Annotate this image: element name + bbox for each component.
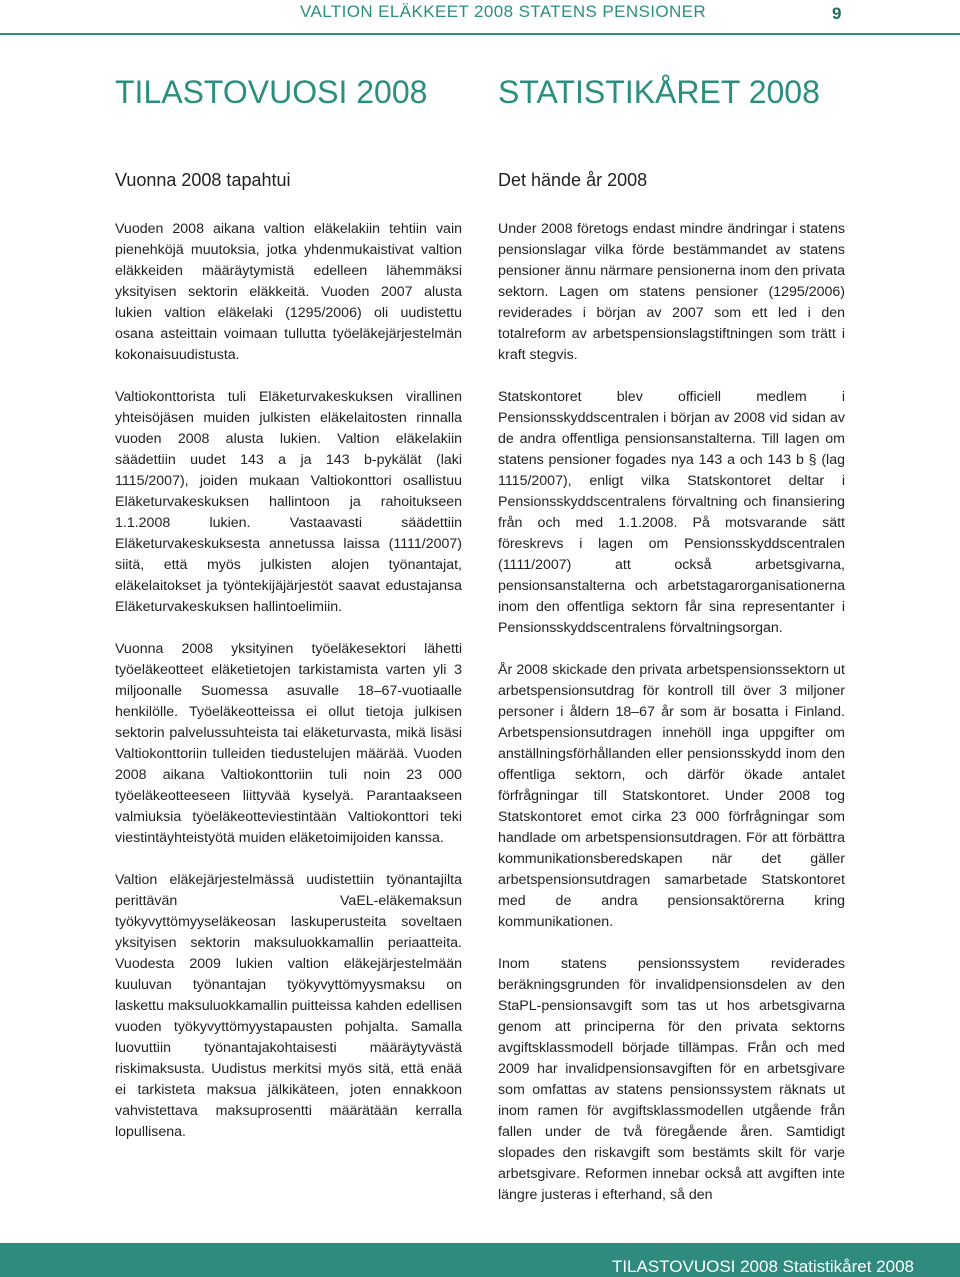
page-title-swedish: STATISTIKÅRET 2008 xyxy=(498,74,820,110)
paragraph: Valtion eläkejärjestelmässä uudistettiin työnantajilta perittävän VaEL-eläkemaksun työkyvyttömyyseläkeosan laskuperusteita soveltaen yksityisen sektorin maksuluokkamallin periaatteita. Vuodesta 2009 lukien valtion eläkejärjestelmään kuuluvan työnantajan työkyvyttömyysmaksu on laskettu maksuluokkamallin puitteissa kahden edellisen vuoden työkyvyttömyystapausten pohjalta. Samalla luovuttiin työnantajakohtaisesti määräytyvästä riskimaksusta. Uudistus merkitsi myös sitä, että enää ei tarkisteta maksua jälkikäteen, joten ennakkoon vahvistettava maksuprosentti määrätään kerralla lopullisena. xyxy=(115,872,462,1140)
paragraph: Statskontoret blev officiell medlem i Pensionsskyddscentralen i början av 2008 vid sidan av de andra offentliga pensionsanstalterna. Till lagen om statens pensioner fogades nya 143 a och 143 b § (lag 1115/2007), enligt vilka Statskontoret deltar i Pensionsskyddscentralens förvaltning och finansiering från och med 1.1.2008. På motsvarande sätt föreskrevs i lagen om Pensionsskyddscentralen (1111/2007) att också arbetsgivarna, pensionsanstalterna och arbetstagarorganisationerna inom den offentliga sektorn får sina representanter i Pensionsskyddscentralens förvaltningsorgan. xyxy=(498,389,845,636)
paragraph: Vuoden 2008 aikana valtion eläkelakiin tehtiin vain pienehköjä muutoksia, jotka yhdenmukaistivat valtion eläkkeiden määräytymistä edelleen lähemmäksi yksityisen sektorin eläkkeitä. Vuoden 2007 alusta lukien valtion eläkelaki (1295/2006) oli uudistettu osana asteittain voimaan tullutta työeläkejärjestelmän kokonaisuudistusta. xyxy=(115,221,462,363)
swedish-column xyxy=(498,170,845,1227)
page-title-finnish: TILASTOVUOSI 2008 xyxy=(115,74,428,110)
paragraph: Valtiokonttorista tuli Eläketurvakeskuksen virallinen yhteisöjäsen muiden julkisten eläkelaitosten rinnalla vuoden 2008 alusta lukien. Valtion eläkelakiin säädettiin uudet 143 a ja 143 b-pykälät (laki 1115/2007), joiden mukaan Valtiokonttori osallistuu Eläketurvakeskuksen hallintoon ja rahoitukseen 1.1.2008 lukien. Vastaavasti säädettiin Eläketurvakeskuksesta annetussa laissa (1111/2007) siitä, että myös julkisten alojen työnantajat, eläkelaitokset ja työntekijäjärjestöt saavat edustajansa Eläketurvakeskuksen hallintoelimiin. xyxy=(115,389,462,615)
paragraph: Inom statens pensionssystem reviderades beräkningsgrunden för invalidpensionsdelen av den StaPL-pensionsavgift som tas ut hos arbetsgivarna genom att principerna för den privata sektorns avgiftsklassmodell började tillämpas. Från och med 2009 har invalidpensionsavgiften för en arbetsgivare som omfattas av statens pensionssystem räknats ut inom ramen för avgiftsklassmodellen utgående från fallen under de två föregående åren. Samtidigt slopades den riskavgift som bestämts skilt för varje arbetsgivare. Reformen innebar också att avgiften inte längre justeras i efterhand, så den xyxy=(498,956,845,1203)
paragraph: Under 2008 företogs endast mindre ändringar i statens pensionslagar vilka förde bestämmandet av statens pensioner ännu närmare pensionerna inom den privata sektorn. Lagen om statens pensioner (1295/2006) reviderades i början av 2007 som ett led i den totalreform av arbetspensionslagstiftningen som trätt i kraft stegvis. xyxy=(498,221,845,363)
footer-text: TILASTOVUOSI 2008 Statistikåret 2008 xyxy=(611,1257,914,1276)
section-heading-finnish: Vuonna 2008 tapahtui xyxy=(115,170,291,190)
running-header: VALTION ELÄKKEET 2008 STATENS PENSIONER xyxy=(300,2,707,21)
page-number: 9 xyxy=(832,4,842,23)
section-heading-swedish: Det hände år 2008 xyxy=(498,170,648,190)
header-divider xyxy=(0,33,960,35)
finnish-column xyxy=(115,170,462,1164)
paragraph: Vuonna 2008 yksityinen työeläkesektori lähetti työeläkeotteet eläketietojen tarkistamista varten yli 3 miljoonalle Suomessa asuvalle 18–67-vuotiaalle henkilölle. Työeläkeotteissa ei ollut tietoja julkisen sektorin palvelussuhteista tai eläketurvasta, mikä lisäsi Valtiokonttoriin tulleiden tiedustelujen määrää. Vuoden 2008 aikana Valtiokonttoriin tuli noin 23 000 työeläkeotteeseen liittyvää kyselyä. Parantaakseen valmiuksia työeläkeotteviestintään Valtiokonttori teki viestintäyhteistyötä muiden eläketoimijoiden kanssa. xyxy=(115,641,462,846)
paragraph: År 2008 skickade den privata arbetspensionssektorn ut arbetspensionsutdrag för kontroll till över 3 miljoner personer i åldern 18–67 år som är bosatta i Finland. Arbetspensionsutdragen innehöll inga uppgifter om anställningsförhållanden eller pensionsskydd inom den offentliga sektorn, och därför ökade antalet förfrågningar till Statskontoret. Under 2008 tog Statskontoret emot cirka 23 000 förfrågningar som handlade om arbetspensionsutdragen. För att förbättra kommunikationsberedskapen när det gäller arbetspensionsutdragen samarbetade Statskontoret med de andra pensionsaktörerna kring kommunikationen. xyxy=(498,662,845,930)
